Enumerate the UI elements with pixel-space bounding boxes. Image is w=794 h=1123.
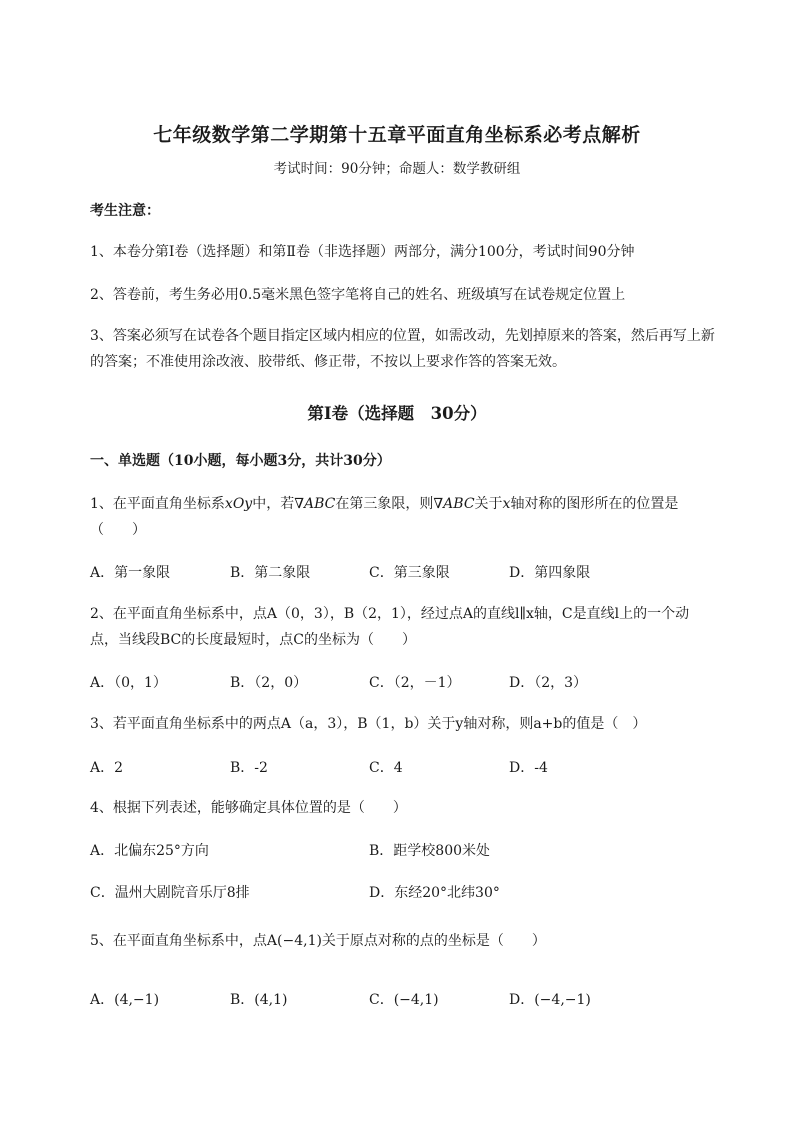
- q3-option-d[interactable]: D．-4: [509, 760, 548, 776]
- notice-item-3-line2: 的答案；不准使用涂改液、胶带纸、修正带，不按以上要求作答的答案无效。: [90, 354, 566, 370]
- q4-option-c[interactable]: C．温州大剧院音乐厅8排: [90, 885, 250, 901]
- q1-var-x: x: [502, 496, 511, 512]
- q2-option-a[interactable]: A．（0，1）: [90, 675, 167, 691]
- question-3-line1: 3、若平面直角坐标系中的两点A（a，3），B（1，b）关于y轴对称，则a+b的值是（ ）: [90, 716, 647, 732]
- question-1-line1: [90, 493, 678, 513]
- q3-option-b[interactable]: B．-2: [230, 760, 268, 776]
- q3-option-c[interactable]: C．4: [369, 760, 403, 776]
- question-5-line1: 5、在平面直角坐标系中，点A(−4,1)关于原点对称的点的坐标是（ ）: [90, 933, 546, 949]
- q1-text-c: 在第三象限，则∇: [335, 496, 444, 512]
- q5-option-a[interactable]: A．(4,−1): [90, 992, 160, 1008]
- notice-item-1: 1、本卷分第Ⅰ卷（选择题）和第Ⅱ卷（非选择题）两部分，满分100分，考试时间90分钟: [90, 244, 635, 260]
- q2-option-d[interactable]: D．（2，3）: [509, 675, 588, 691]
- question-2-line2: 点，当线段BC的长度最短时，点C的坐标为（ ）: [90, 632, 416, 648]
- q2-option-c[interactable]: C．（2，－1）: [369, 675, 461, 691]
- q4-option-b[interactable]: B．距学校800米处: [369, 843, 491, 859]
- question-2-line1: 2、在平面直角坐标系中，点A（0，3），B（2，1），经过点A的直线l∥x轴，C是直线l上的一个动: [90, 606, 690, 622]
- q4-option-d[interactable]: D．东经20°北纬30°: [369, 885, 500, 901]
- q1-text-e: 轴对称的图形所在的位置是: [510, 496, 679, 512]
- notice-item-3-line1: 3、答案必须写在试卷各个题目指定区域内相应的位置，如需改动，先划掉原来的答案，然后再写上新: [90, 328, 715, 344]
- section-title: 第Ⅰ卷（选择题 30分）: [307, 404, 487, 423]
- q3-option-a[interactable]: A．2: [90, 760, 124, 776]
- exam-subtitle: 考试时间：90分钟；命题人：数学教研组: [273, 161, 521, 177]
- q5-option-d[interactable]: D．(−4,−1): [509, 992, 591, 1008]
- q1-var-abc-2: ABC: [443, 496, 475, 512]
- q5-option-b[interactable]: B．(4,1): [230, 992, 288, 1008]
- q1-option-c[interactable]: C．第三象限: [369, 565, 450, 581]
- q4-option-a[interactable]: A．北偏东25°方向: [90, 843, 209, 859]
- part-title: 一、单选题（10小题，每小题3分，共计30分）: [90, 453, 391, 469]
- q1-option-b[interactable]: B．第二象限: [230, 565, 311, 581]
- q1-var-xoy: xOy: [224, 496, 253, 512]
- notice-item-2: 2、答卷前，考生务必用0.5毫米黑色签字笔将自己的姓名、班级填写在试卷规定位置上: [90, 287, 626, 303]
- exam-title: 七年级数学第二学期第十五章平面直角坐标系必考点解析: [153, 124, 641, 146]
- question-4-line1: 4、根据下列表述，能够确定具体位置的是（ ）: [90, 800, 407, 816]
- notice-title: 考生注意：: [90, 203, 160, 219]
- q1-var-abc: ABC: [304, 496, 336, 512]
- q1-option-d[interactable]: D．第四象限: [509, 565, 591, 581]
- q1-text-b: 中，若∇: [252, 496, 304, 512]
- q5-option-c[interactable]: C．(−4,1): [369, 992, 439, 1008]
- q1-option-a[interactable]: A．第一象限: [90, 565, 171, 581]
- question-1-line2: （ ）: [90, 522, 146, 538]
- q2-option-b[interactable]: B．（2，0）: [230, 675, 308, 691]
- q1-text-d: 关于: [474, 496, 503, 512]
- q1-text-a: 1、在平面直角坐标系: [90, 496, 225, 512]
